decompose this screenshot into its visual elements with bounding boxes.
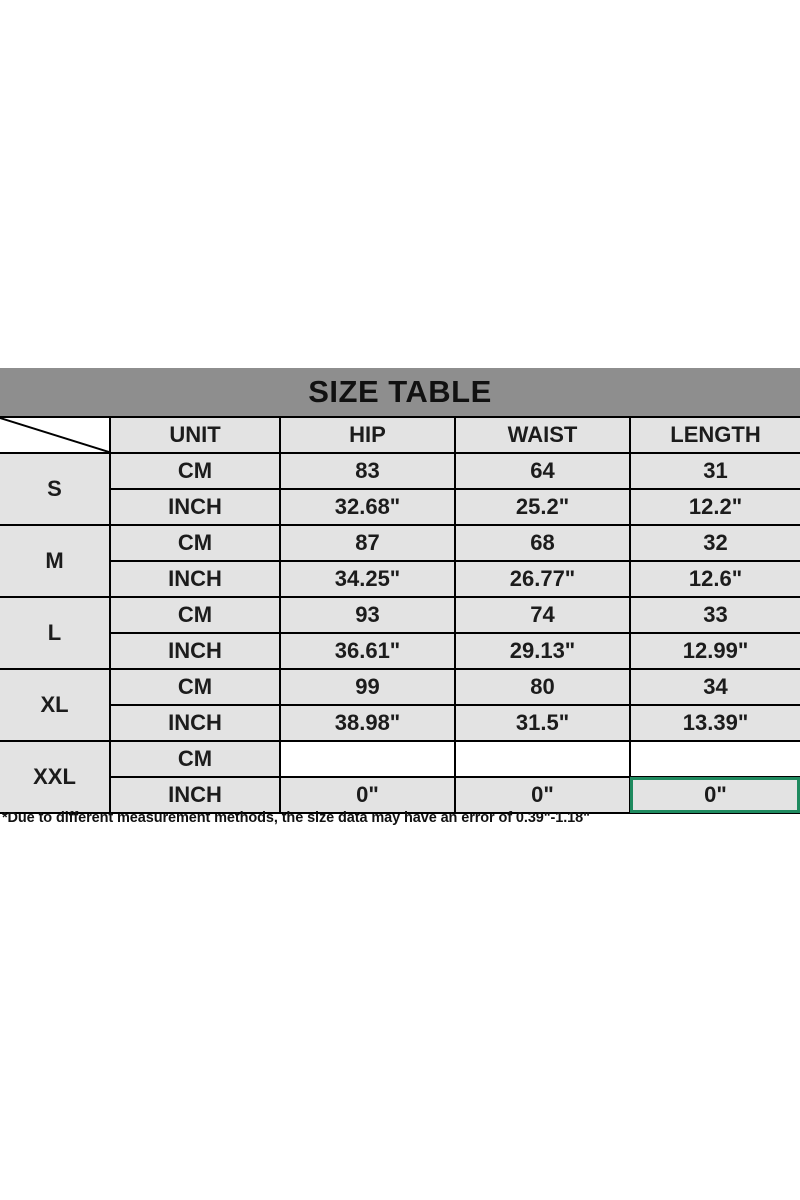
m-cm-waist: 68	[455, 525, 630, 561]
xxl-cm-length	[630, 741, 800, 777]
xxl-inch-waist: 0"	[455, 777, 630, 813]
s-cm-hip: 83	[280, 453, 455, 489]
s-cm-length: 31	[630, 453, 800, 489]
l-cm-hip: 93	[280, 597, 455, 633]
table-row	[0, 453, 800, 489]
table-title-row	[0, 368, 800, 417]
size-table-container	[0, 368, 800, 814]
size-label-xl: XL	[0, 669, 110, 741]
table-row	[0, 633, 800, 669]
header-length: LENGTH	[630, 417, 800, 453]
s-inch-length: 12.2"	[630, 489, 800, 525]
xl-inch-length: 13.39"	[630, 705, 800, 741]
xl-cm-length: 34	[630, 669, 800, 705]
l-inch-length: 12.99"	[630, 633, 800, 669]
table-row	[0, 705, 800, 741]
corner-diagonal-cell	[0, 417, 110, 453]
header-waist: WAIST	[455, 417, 630, 453]
unit-cm: CM	[110, 669, 280, 705]
measurement-note: *Due to different measurement methods, the size data may have an error of 0.39"-1.18"	[2, 810, 590, 826]
unit-inch: INCH	[110, 777, 280, 813]
unit-cm: CM	[110, 741, 280, 777]
xl-inch-waist: 31.5"	[455, 705, 630, 741]
xxl-inch-length[interactable]: 0"	[630, 777, 800, 813]
unit-cm: CM	[110, 453, 280, 489]
table-title: SIZE TABLE	[0, 368, 800, 417]
l-inch-hip: 36.61"	[280, 633, 455, 669]
xxl-cm-waist	[455, 741, 630, 777]
table-row	[0, 525, 800, 561]
l-cm-length: 33	[630, 597, 800, 633]
m-inch-waist: 26.77"	[455, 561, 630, 597]
unit-inch: INCH	[110, 489, 280, 525]
table-row	[0, 741, 800, 777]
table-row	[0, 777, 800, 813]
unit-cm: CM	[110, 525, 280, 561]
size-label-xxl: XXL	[0, 741, 110, 813]
header-unit: UNIT	[110, 417, 280, 453]
xl-cm-waist: 80	[455, 669, 630, 705]
size-label-m: M	[0, 525, 110, 597]
header-hip: HIP	[280, 417, 455, 453]
xl-cm-hip: 99	[280, 669, 455, 705]
table-header-row	[0, 417, 800, 453]
size-label-l: L	[0, 597, 110, 669]
table-row	[0, 597, 800, 633]
table-row	[0, 669, 800, 705]
s-inch-waist: 25.2"	[455, 489, 630, 525]
size-label-s: S	[0, 453, 110, 525]
m-inch-hip: 34.25"	[280, 561, 455, 597]
table-row	[0, 561, 800, 597]
size-table	[0, 368, 800, 814]
unit-cm: CM	[110, 597, 280, 633]
unit-inch: INCH	[110, 705, 280, 741]
table-row	[0, 489, 800, 525]
s-inch-hip: 32.68"	[280, 489, 455, 525]
unit-inch: INCH	[110, 633, 280, 669]
unit-inch: INCH	[110, 561, 280, 597]
xxl-cm-hip	[280, 741, 455, 777]
m-cm-length: 32	[630, 525, 800, 561]
l-inch-waist: 29.13"	[455, 633, 630, 669]
l-cm-waist: 74	[455, 597, 630, 633]
m-cm-hip: 87	[280, 525, 455, 561]
m-inch-length: 12.6"	[630, 561, 800, 597]
s-cm-waist: 64	[455, 453, 630, 489]
xl-inch-hip: 38.98"	[280, 705, 455, 741]
diagonal-line-icon	[0, 418, 109, 452]
xxl-inch-hip: 0"	[280, 777, 455, 813]
